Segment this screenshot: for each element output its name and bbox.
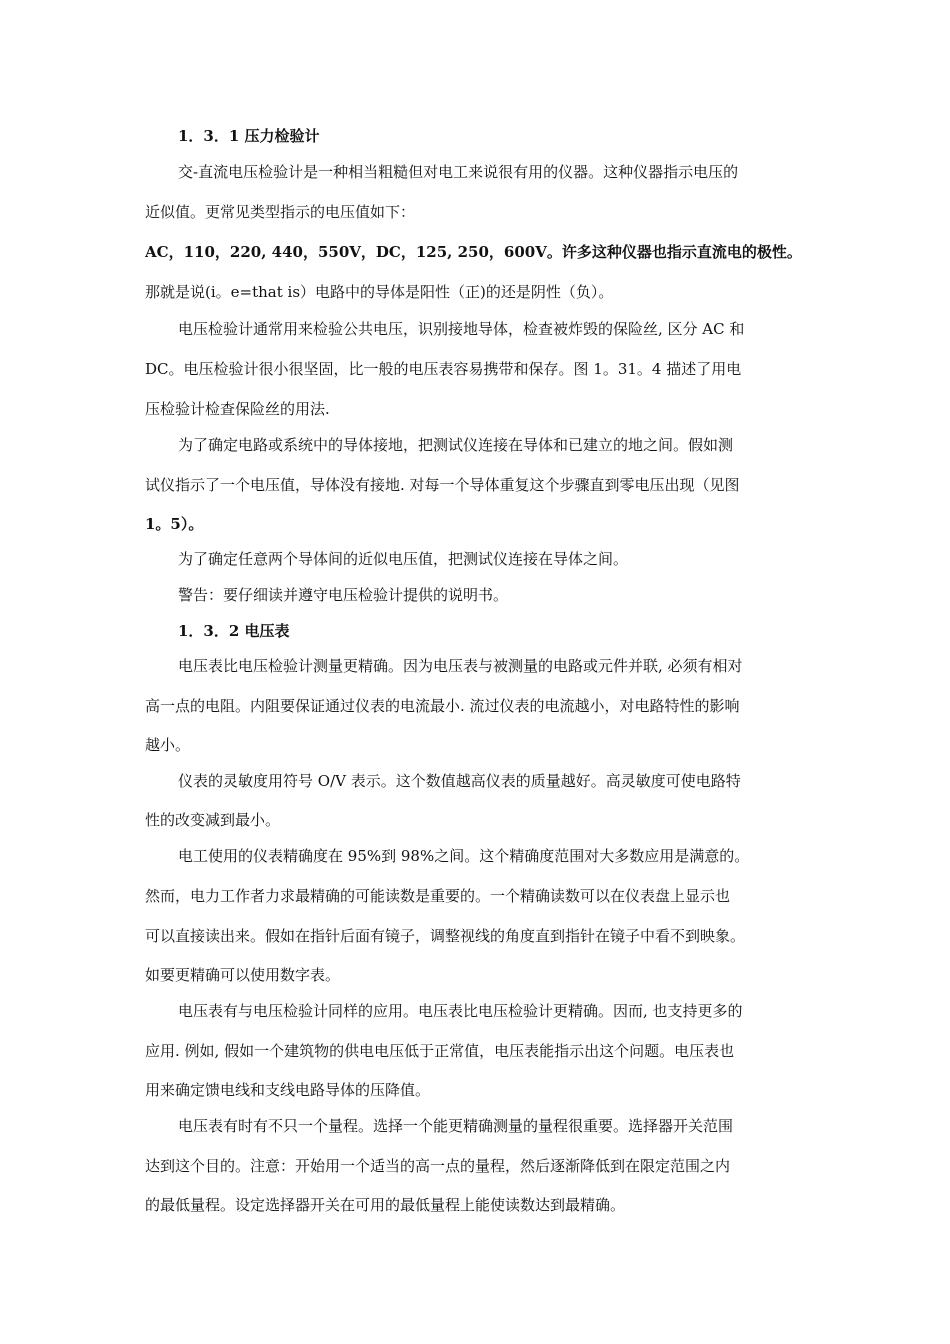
section-heading-1-3-2: 1．3．2 电压表 <box>178 622 290 640</box>
section-heading-1-3-1: 1．3．1 压力检验计 <box>178 127 320 145</box>
warning-line: 警告：要仔细读并遵守电压检验计提供的说明书。 <box>178 586 509 604</box>
text-line: 应用. 例如, 假如一个建筑物的供电电压低于正常值，电压表能指示出这个问题。电压表也 <box>145 1042 735 1060</box>
text-line: AC，110，220, 440，550V，DC，125, 250，600V。许多这种仪器也指示直流电的极性。 <box>145 243 802 261</box>
text-line: 电压表有时有不只一个量程。选择一个能更精确测量的量程很重要。选择器开关范围 <box>178 1117 734 1135</box>
text-line: 越小。 <box>145 736 191 754</box>
text-line: 电工使用的仪表精确度在 95%到 98%之间。这个精确度范围对大多数应用是满意的。 <box>178 847 750 865</box>
text-line: 达到这个目的。注意：开始用一个适当的高一点的量程，然后逐渐降低到在限定范围之内 <box>145 1157 731 1175</box>
text-line: 如要更精确可以使用数字表。 <box>145 966 341 984</box>
text-line: 性的改变减到最小。 <box>145 811 281 829</box>
text-line: 用来确定馈电线和支线电路导体的压降值。 <box>145 1081 431 1099</box>
text-line: 可以直接读出来。假如在指针后面有镜子，调整视线的角度直到指针在镜子中看不到映象。 <box>145 927 746 945</box>
text-line: 高一点的电阻。内阻要保证通过仪表的电流最小. 流过仪表的电流越小，对电路特性的影响 <box>145 697 740 715</box>
text-line: 电压表有与电压检验计同样的应用。电压表比电压检验计更精确。因而, 也支持更多的 <box>178 1002 743 1020</box>
text-line: 的最低量程。设定选择器开关在可用的最低量程上能使读数达到最精确。 <box>145 1196 626 1214</box>
text-line: 1。5）。 <box>145 515 204 533</box>
text-line: 压检验计检查保险丝的用法. <box>145 400 330 418</box>
text-line: 电压表比电压检验计测量更精确。因为电压表与被测量的电路或元件并联, 必须有相对 <box>178 657 743 675</box>
text-line: 为了确定任意两个导体间的近似电压值，把测试仪连接在导体之间。 <box>178 550 629 568</box>
text-line: 近似值。更常见类型指示的电压值如下： <box>145 203 416 221</box>
text-line: 试仪指示了一个电压值，导体没有接地. 对每一个导体重复这个步骤直到零电压出现（见图 <box>145 476 740 494</box>
text-line: 那就是说(i。e=that is）电路中的导体是阳性（正)的还是阴性（负）。 <box>145 283 614 301</box>
text-line: 然而，电力工作者力求最精确的可能读数是重要的。一个精确读数可以在仪表盘上显示也 <box>145 887 731 905</box>
text-line: 仪表的灵敏度用符号 O/V 表示。这个数值越高仪表的质量越好。高灵敏度可使电路特 <box>178 772 741 790</box>
text-line: 交-直流电压检验计是一种相当粗糙但对电工来说很有用的仪器。这种仪器指示电压的 <box>178 163 739 181</box>
text-line: DC。电压检验计很小很坚固，比一般的电压表容易携带和保存。图 1。31。4 描述了用电 <box>145 360 742 378</box>
text-line: 为了确定电路或系统中的导体接地，把测试仪连接在导体和已建立的地之间。假如测 <box>178 436 734 454</box>
text-line: 电压检验计通常用来检验公共电压，识别接地导体，检查被炸毁的保险丝, 区分 AC 和 <box>178 320 745 338</box>
